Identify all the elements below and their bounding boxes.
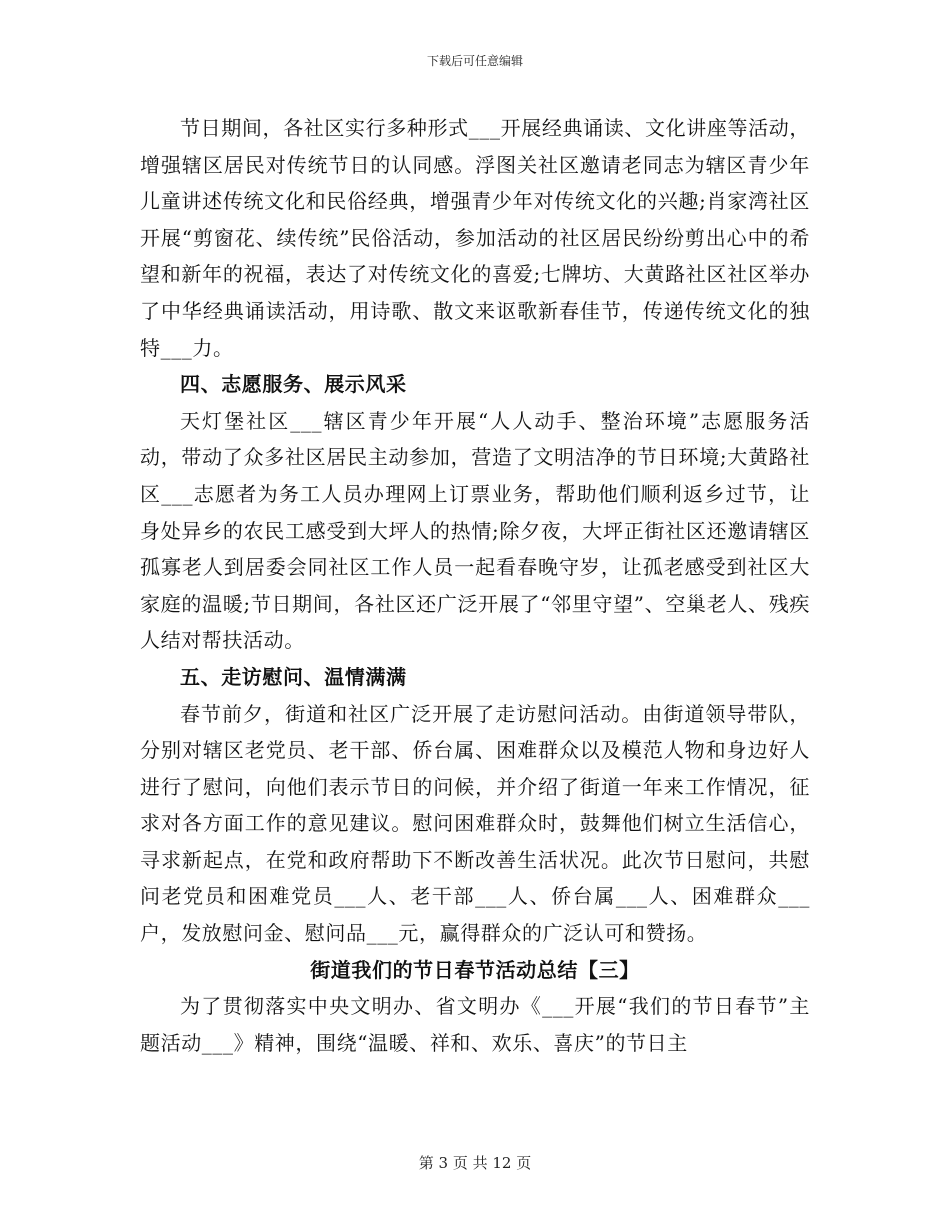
paragraph-visits: 春节前夕，街道和社区广泛开展了走访慰问活动。由街道领导带队，分别对辖区老党员、老干部、侨台属、困难群众以及模范人物和身边好人进行了慰问，向他们表示节日的问候，并介绍了街道一年来工作情况，征求对各方面工作的意见建议。慰问困难群众时，鼓舞他们树立生活信心，寻求新起点，在党和政府帮助下不断改善生活状况。此次节日慰问，共慰问老党员和困难党员___人、老干部___人、侨台属___人、困难群众___户，发放慰问金、慰问品___元，赢得群众的广泛认可和赞扬。: [140, 701, 810, 946]
section-title: 街道我们的节日春节活动总结【三】: [310, 957, 640, 982]
heading-visits: 五、走访慰问、温情满满: [180, 664, 407, 689]
heading-volunteer-service: 四、志愿服务、展示风采: [180, 372, 407, 397]
page-header: 下载后可任意编辑: [426, 54, 523, 68]
paragraph-volunteer-service: 天灯堡社区___辖区青少年开展“人人动手、整治环境”志愿服务活动，带动了众多社区居民主动参加，营造了文明洁净的节日环境;大黄路社区___志愿者为务工人员办理网上订票业务，帮助他们顺利返乡过节，让身处异乡的农民工感受到大坪人的热情;除夕夜，大坪正街社区还邀请辖区孤寡老人到居委会同社区工作人员一起看春晚守岁，让孤老感受到社区大家庭的温暖;节日期间，各社区还广泛开展了“邻里守望”、空巢老人、残疾人结对帮扶活动。: [140, 408, 810, 653]
paragraph-section-three-intro: 为了贯彻落实中央文明办、省文明办《___开展“我们的节日春节”主题活动___》精神，围绕“温暖、祥和、欢乐、喜庆”的节日主: [140, 994, 810, 1055]
paragraph-traditional-culture: 节日期间，各社区实行多种形式___开展经典诵读、文化讲座等活动，增强辖区居民对传统节日的认同感。浮图关社区邀请老同志为辖区青少年儿童讲述传统文化和民俗经典，增强青少年对传统文化的兴趣;肖家湾社区开展“剪窗花、续传统”民俗活动，参加活动的社区居民纷纷剪出心中的希望和新年的祝福，表达了对传统文化的喜爱;七牌坊、大黄路社区社区举办了中华经典诵读活动，用诗歌、散文来讴歌新春佳节，传递传统文化的独特___力。: [140, 116, 810, 360]
page-number-footer: 第 3 页 共 12 页: [418, 1154, 532, 1172]
document-body: [140, 110, 810, 1061]
